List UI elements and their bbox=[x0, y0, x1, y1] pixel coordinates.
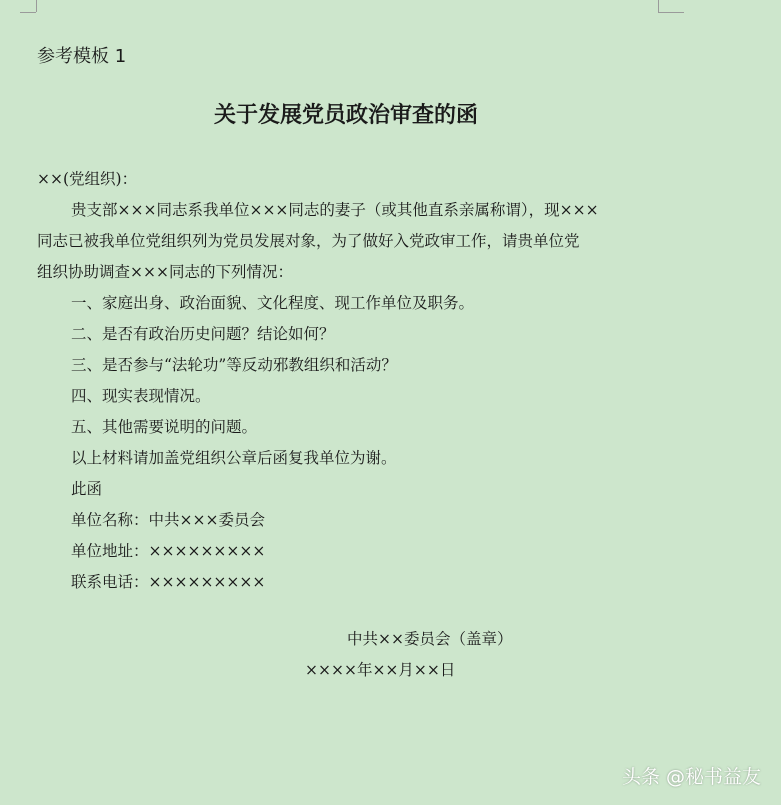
unit-name: 单位名称：中共×××委员会 bbox=[71, 511, 265, 529]
document-body bbox=[37, 164, 662, 598]
body-line: 同志已被我单位党组织列为党员发展对象，为了做好入党政审工作，请贵单位党 bbox=[37, 232, 580, 250]
document-title: 关于发展党员政治审查的函 bbox=[213, 102, 478, 128]
margin-corner-top-right bbox=[658, 0, 659, 12]
list-item: 二、是否有政治历史问题？结论如何？ bbox=[71, 325, 335, 343]
list-item: 四、现实表现情况。 bbox=[71, 387, 211, 405]
list-item: 一、家庭出身、政治面貌、文化程度、现工作单位及职务。 bbox=[71, 294, 475, 312]
margin-corner-top-left bbox=[36, 0, 37, 12]
body-line: 组织协助调查×××同志的下列情况： bbox=[37, 263, 293, 281]
unit-address: 单位地址：××××××××× bbox=[71, 542, 266, 560]
list-item: 三、是否参与“法轮功”等反动邪教组织和活动？ bbox=[71, 356, 397, 374]
watermark: 头条 @秘书益友 bbox=[622, 766, 762, 788]
salutation: ××(党组织)： bbox=[37, 170, 138, 188]
closing-request: 以上材料请加盖党组织公章后函复我单位为谢。 bbox=[71, 449, 397, 467]
template-label: 参考模板 1 bbox=[37, 46, 127, 67]
list-item: 五、其他需要说明的问题。 bbox=[71, 418, 258, 436]
contact-phone: 联系电话：××××××××× bbox=[71, 573, 266, 591]
closing: 此函 bbox=[71, 480, 103, 498]
margin-corner-top-left-h bbox=[20, 12, 36, 13]
seal-signature: 中共××委员会（盖章） bbox=[347, 630, 513, 648]
date-line: ××××年××月××日 bbox=[305, 661, 456, 679]
body-line: 贵支部×××同志系我单位×××同志的妻子（或其他直系亲属称谓），现××× bbox=[71, 201, 599, 219]
margin-corner-top-right-h bbox=[658, 12, 684, 13]
